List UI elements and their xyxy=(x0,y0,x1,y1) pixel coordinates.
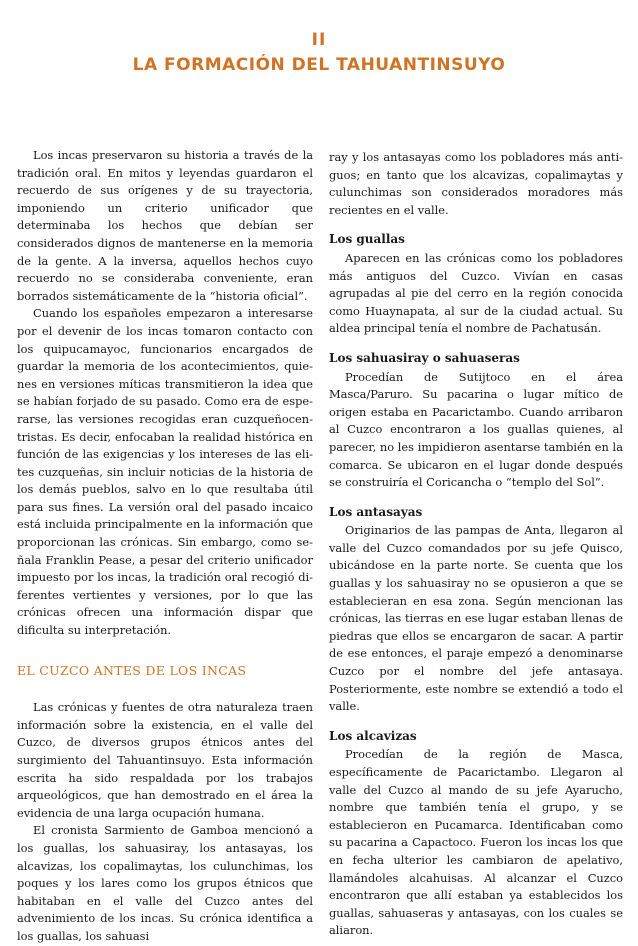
subsection-heading: Los alcavizas xyxy=(329,728,417,743)
paragraph: ray y los antasayas como los pobladores más antiguos; en tanto que los alcavizas, copalimaytas y culunchimas son considerados moradores más recientes en el valle. xyxy=(329,150,623,217)
paragraph: Procedían de la región de Masca, específicamente de Pacarictambo. Llegaron al valle del Cuzco al mando de su jefe Ayarucho, nombre que también tenía el grupo, y se establecieron en Pucamarca. Identificaban como su pacarina a Capactoco. Fueron los incas los que en fecha ulterior les cambiaron de apelativo, llamándoles alcahuisas. Al alcanzar el Cuzco encontraron que allí estaban ya establecidos los guallas, sahuaseras y antasayas, con los cuales se aliaron. xyxy=(329,747,623,938)
subsection-heading: Los antasayas xyxy=(329,504,423,519)
subsection-heading: Los sahuasiray o sahuaseras xyxy=(329,350,520,365)
right-column xyxy=(329,149,623,940)
paragraph: Aparecen en las crónicas como los pobladores más antiguos del Cuzco. Vivían en casas agrupadas al pie del cerro en la región conocida como Huaynapata, al sur de la ciudad actual. Su aldea principal tenía el nombre de Pachatusán. xyxy=(329,250,623,336)
paragraph: El cronista Sarmiento de Gamboa mencionó a los guallas, los sahuasiray, los antasayas, los alcavizas, los copalimaytas, los culunchimas, los poques y los lares como los grupos étnicos que habitaban en el valle del Cuzco antes del advenimiento de los incas. Su crónica identifica a los guallas, los sahuasi xyxy=(17,823,313,943)
chapter-title: LA FORMACIÓN DEL TAHUANTINSUYO xyxy=(132,55,506,75)
section-heading: EL CUZCO ANTES DE LOS INCAS xyxy=(17,662,247,678)
chapter-number: II xyxy=(311,30,327,50)
paragraph: Cuando los españoles empezaron a interesarse por el devenir de los incas tomaron contacto con los quipucamayoc, funcionarios encargados de guardar la memoria de los acontecimientos, quienes en versiones míticas transmitieron la idea que se habían forjado de su pasado. Como era de esperarse, las versiones recogidas eran cuzqueñocentristas. Es decir, enfocaban la realidad histórica en función de las exigencias y los intereses de las elites cuzqueñas, sin incluir noticias de la historia de los demás pueblos, salvo en lo que resultaba útil para sus fines. La versión oral del pasado incaico está incluida principalmente en la información que proporcionan las crónicas. Sin embargo, como señala Franklin Pease, a pesar del criterio unificador impuesto por los incas, la tradición oral recogió diferentes vertientes y versiones, por lo que las crónicas ofrecen una información dispar que dificulta su interpretación. xyxy=(17,306,313,638)
paragraph: Las crónicas y fuentes de otra naturaleza traen información sobre la existencia, en el valle del Cuzco, de diversos grupos étnicos antes del surgimiento del Tahuantinsuyo. Esta información escrita ha sido respaldada por los trabajos arqueológicos, que han demostrado en el área la evidencia de una larga ocupación humana. xyxy=(17,700,313,820)
paragraph: Los incas preservaron su historia a través de la tradición oral. En mitos y leyendas guardaron el recuerdo de sus orígenes y de su trayectoria, imponiendo un criterio unificador que determinaba los hechos que debían ser considerados dignos de mantenerse en la memoria de la gente. A la inversa, aquellos hechos cuyo recuerdo no se consideraba conveniente, eran borrados sistemáticamente de la “historia oficial”. xyxy=(17,148,313,303)
left-column xyxy=(17,147,313,946)
paragraph: Procedían de Sutijtoco en el área Masca/Paruro. Su pacarina o lugar mítico de origen estaba en Pacarictambo. Cuando arribaron al Cuzco encontraron a los guallas quienes, al parecer, no les impidieron asentarse también en la comarca. Se ubicaron en el lugar donde después se construiría el Coricancha o “templo del Sol”. xyxy=(329,369,623,490)
paragraph: Originarios de las pampas de Anta, llegaron al valle del Cuzco comandados por su jefe Quisco, ubicándose en la parte norte. Se cuenta que los guallas y los sahuasiray no se opusieron a que se establecieran en esa zona. Según mencionan las crónicas, las tierras en ese lugar estaban llenas de piedras que ellos se encargaron de sacar. A partir de ese entonces, el paraje empezó a denominarse Cuzco por el nombre del jefe antasaya. Posteriormente, este nombre se extendió a todo el valle. xyxy=(329,523,623,714)
subsection-heading: Los guallas xyxy=(329,232,405,247)
